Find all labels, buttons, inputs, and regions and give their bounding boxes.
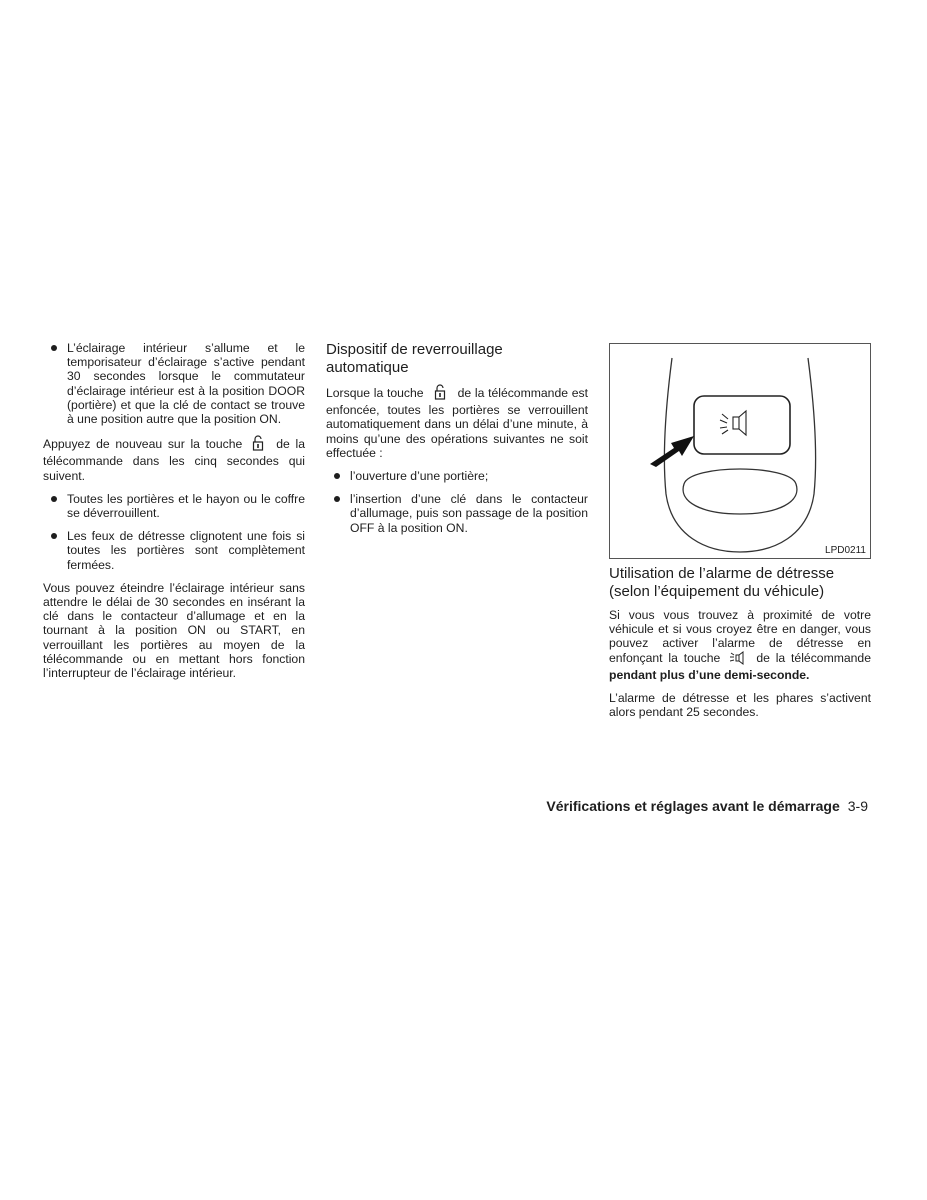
figure-label: LPD0211	[825, 545, 866, 556]
column-right	[609, 341, 871, 728]
column-left	[43, 341, 305, 689]
paragraph-auto-relock: Lorsque la touche de la télécommande est enfoncée, toutes les portières se verrouillent automatiquement dans un délai d’une minute, à moins qu’une des opérations suivantes ne soit effectuée :	[326, 386, 588, 460]
emphasis-duration: pendant plus d’une demi-seconde.	[609, 667, 810, 682]
remote-figure	[609, 343, 871, 559]
unlock-icon	[252, 435, 264, 454]
panic-button	[694, 396, 790, 454]
page-footer	[546, 797, 868, 815]
bullet-interior-light: L’éclairage intérieur s’allume et le temporisateur d’éclairage s’active pendant 30 secondes lorsque le commutateur d’éclairage intérieur est à la position DOOR (portière) et que la clé de contact se trouve à une position autre que la position ON.	[43, 341, 305, 426]
page-number: 3-9	[847, 798, 868, 814]
bullet-key-insert: l’insertion d’une clé dans le contacteur d’allumage, puis son passage de la position OFF à la position ON.	[326, 492, 588, 535]
bullet-doors-unlock: Toutes les portières et le hayon ou le coffre se déverrouillent.	[43, 492, 305, 520]
paragraph-panic-alarm: Si vous vous trouvez à proximité de votre véhicule et si vous croyez être en danger, vous pouvez activer l’alarme de détresse en enfonçant la touche de la télécommande pendant plus d’une demi-seconde.	[609, 608, 871, 682]
heading-auto-relock: Dispositif de reverrouillage automatique	[326, 341, 503, 376]
paragraph-alarm-duration: L’alarme de détresse et les phares s’activent alors pendant 25 secondes.	[609, 691, 871, 720]
footer-title: Vérifications et réglages avant le démarrage	[546, 798, 840, 814]
paragraph-turn-off-light: Vous pouvez éteindre l’éclairage intérieur sans attendre le délai de 30 secondes en insérant la clé dans le contacteur d’allumage et en la tournant à la position ON ou START, en verrouillant les portières au moyen de la télécommande ou en mettant hors fonction l’interrupteur de l’éclairage intérieur.	[43, 580, 305, 681]
bullet-door-opening: l’ouverture d’une portière;	[326, 469, 588, 483]
arrow-icon	[650, 436, 694, 467]
paragraph-press-again: Appuyez de nouveau sur la touche de la télécommande dans les cinq secondes qui suivent.	[43, 437, 305, 483]
unlock-icon	[434, 384, 446, 403]
key-fob-illustration	[610, 344, 870, 558]
column-middle	[326, 341, 588, 544]
panic-alarm-icon	[730, 651, 744, 668]
bullet-hazard-flash: Les feux de détresse clignotent une fois si toutes les portières sont complètement fermées.	[43, 529, 305, 572]
heading-panic-alarm: Utilisation de l’alarme de détresse (selon l’équipement du véhicule)	[609, 565, 835, 600]
